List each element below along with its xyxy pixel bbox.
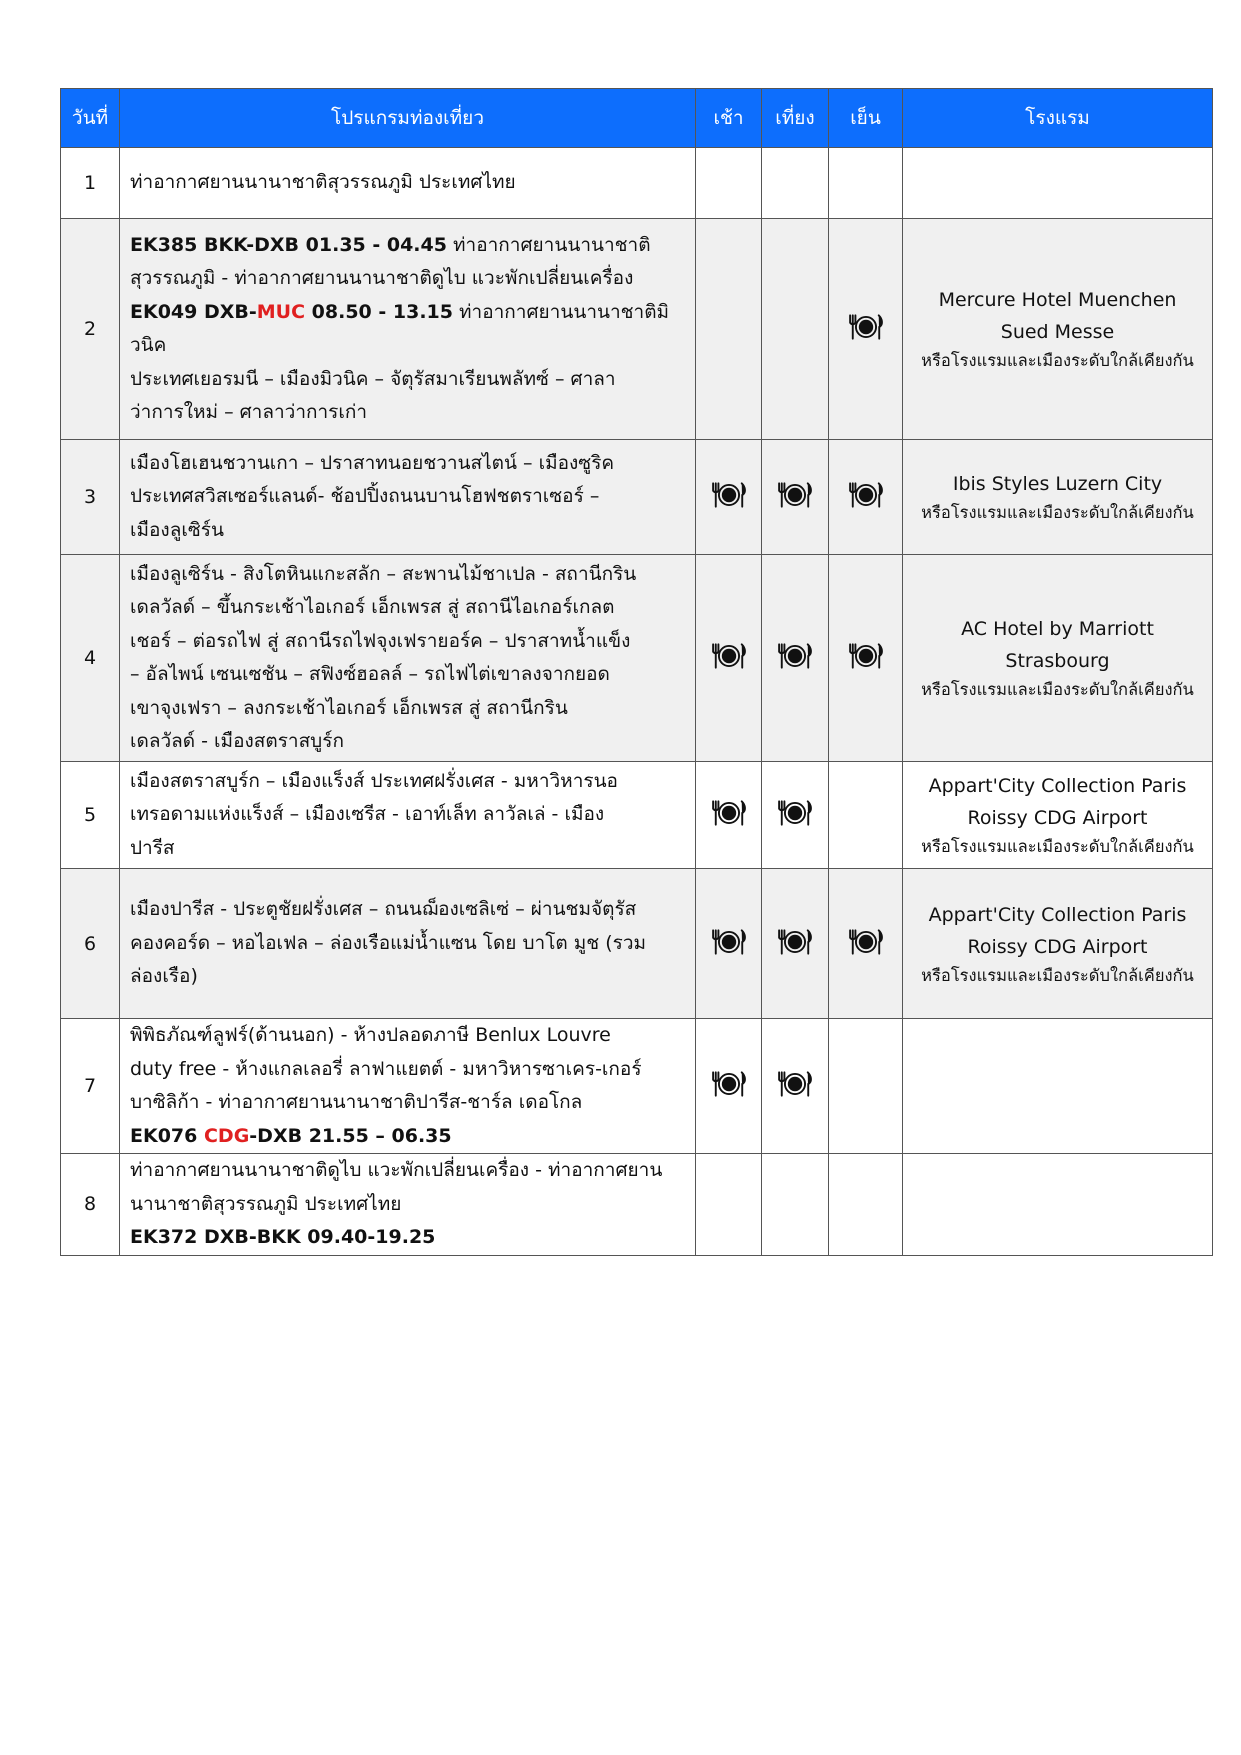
plate-fork-knife-icon [711,799,747,827]
plate-fork-knife-icon [711,642,747,670]
lunch-cell [762,440,829,555]
hotel-name-line2: Strasbourg [1005,650,1110,672]
dinner-cell [829,148,903,219]
table-row [61,148,1213,219]
plate-fork-knife-icon [848,642,884,670]
table-row [61,869,1213,1019]
program-cell [120,762,696,869]
day-number: 1 [61,148,120,219]
program-line: เมืองปารีส - ประตูชัยฝรั่งเศส – ถนนฌ็องเซลิเซ่ – ผ่านชมจัตุรัส [130,898,637,921]
flight-info: EK049 DXB- [130,300,257,323]
program-line: เดลวัลด์ - เมืองสตราสบูร์ก [130,730,344,752]
plate-fork-knife-icon [848,313,884,341]
program-line: บาซิลิก้า - ท่าอากาศยานนานาชาติปารีส-ชาร์ล เดอโกล [130,1091,583,1113]
plate-fork-knife-icon [777,928,813,956]
flight-info: EK076 [130,1124,204,1147]
hotel-cell [903,1019,1213,1154]
plate-fork-knife-icon [711,1070,747,1098]
program-line: ประเทศสวิสเซอร์แลนด์- ช้อปปิ้งถนนบานโฮฟชตราเซอร์ – [130,485,600,508]
plate-fork-knife-icon [777,481,813,509]
dinner-cell [829,869,903,1019]
table-row [61,440,1213,555]
dinner-cell [829,555,903,762]
plate-fork-knife-icon [777,1070,813,1098]
day-number: 2 [61,219,120,440]
program-line: เมืองลูเซิร์น - สิงโตหินแกะสลัก – สะพานไม้ชาเปล - สถานีกริน [130,562,637,585]
hotel-name-line2: Sued Messe [1000,321,1115,343]
program-line: เมืองลูเซิร์น [130,518,224,541]
plate-fork-knife-icon [777,642,813,670]
hotel-name: Mercure Hotel Muenchen [938,289,1177,311]
flight-info: EK385 BKK-DXB 01.35 - 04.45 [130,233,447,256]
day-number: 6 [61,869,120,1019]
dinner-cell [829,1019,903,1154]
table-row [61,1019,1213,1154]
hotel-cell [903,1154,1213,1256]
program-line: เมืองโฮเฮนชวานเกา – ปราสาทนอยชวานสไตน์ – เมืองซูริค [130,451,615,474]
plate-fork-knife-icon [711,928,747,956]
table-row [61,762,1213,869]
table-header-row [61,89,1213,148]
program-line: สุวรรณภูมิ - ท่าอากาศยานนานาชาติดูไบ แวะพักเปลี่ยนเครื่อง [130,267,634,289]
table-row [61,555,1213,762]
program-line: ท่าอากาศยานนานาชาติดูไบ แวะพักเปลี่ยนเครื่อง - ท่าอากาศยาน [130,1159,663,1181]
program-text: ท่าอากาศยานนานาชาติ [453,233,651,256]
program-line: – อัลไพน์ เซนเซชัน – สฟิงซ์ฮอลล์ – รถไฟไต่เขาลงจากยอด [130,663,610,685]
lunch-cell [762,219,829,440]
hotel-name: Appart'City Collection Paris [928,775,1187,797]
day-number: 3 [61,440,120,555]
breakfast-cell [696,1154,762,1256]
program-line: ประเทศเยอรมนี – เมืองมิวนิค – จัตุรัสมาเรียนพลัทซ์ – ศาลา [130,367,616,390]
dinner-cell [829,762,903,869]
lunch-cell [762,1154,829,1256]
breakfast-cell [696,440,762,555]
program-line [130,296,685,363]
header-hotel: โรงแรม [903,89,1213,148]
plate-fork-knife-icon [711,481,747,509]
header-breakfast: เช้า [696,89,762,148]
hotel-cell [903,440,1213,555]
plate-fork-knife-icon [848,481,884,509]
breakfast-cell [696,762,762,869]
hotel-name-line2: Roissy CDG Airport [967,807,1148,829]
hotel-name-line2: Roissy CDG Airport [967,935,1148,958]
flight-info: EK372 DXB-BKK 09.40-19.25 [130,1226,436,1248]
lunch-cell [762,1019,829,1154]
hotel-cell [903,148,1213,219]
header-day: วันที่ [61,89,120,148]
program-line: เดลวัลด์ – ขึ้นกระเช้าไอเกอร์ เอ็กเพรส สู่ สถานีไอเกอร์เกลต [130,596,615,618]
header-dinner: เย็น [829,89,903,148]
day-number: 8 [61,1154,120,1256]
program-cell [120,440,696,555]
flight-origin-highlight: CDG [203,1124,250,1147]
hotel-cell [903,219,1213,440]
hotel-cell [903,555,1213,762]
program-cell [120,1154,696,1256]
program-line [130,1120,685,1154]
breakfast-cell [696,555,762,762]
program-line: duty free - ห้างแกลเลอรี่ ลาฟาแยตต์ - มหาวิหารซาเคร-เกอร์ [130,1057,642,1080]
flight-time: -DXB 21.55 – 06.35 [249,1124,452,1147]
breakfast-cell [696,148,762,219]
day-number: 7 [61,1019,120,1154]
header-program: โปรแกรมท่องเที่ยว [120,89,696,148]
program-cell [120,148,696,219]
hotel-alternative-note: หรือโรงแรมและเมืองระดับใกล้เคียงกัน [921,965,1194,985]
hotel-alternative-note: หรือโรงแรมและเมืองระดับใกล้เคียงกัน [921,503,1194,522]
table-row [61,1154,1213,1256]
program-line: คองคอร์ด – หอไอเฟล – ล่องเรือแม่น้ำแซน โดย บาโต มูช (รวม [130,931,647,954]
dinner-cell [829,219,903,440]
program-cell [120,219,696,440]
program-line: เขาจุงเฟรา – ลงกระเช้าไอเกอร์ เอ็กเพรส สู่ สถานีกริน [130,696,568,719]
program-line: ท่าอากาศยานนานาชาติสุวรรณภูมิ ประเทศไทย [130,171,516,194]
header-lunch: เที่ยง [762,89,829,148]
lunch-cell [762,762,829,869]
program-cell [120,1019,696,1154]
breakfast-cell [696,219,762,440]
plate-fork-knife-icon [777,799,813,827]
program-line [130,229,685,263]
breakfast-cell [696,1019,762,1154]
day-number: 5 [61,762,120,869]
program-line: ว่าการใหม่ – ศาลาว่าการเก่า [130,401,368,423]
program-line: นานาชาติสุวรรณภูมิ ประเทศไทย [130,1192,402,1215]
itinerary-table [60,88,1213,1256]
program-line: ปารีส [130,836,175,859]
plate-fork-knife-icon [848,928,884,956]
program-line: เชอร์ – ต่อรถไฟ สู่ สถานีรถไฟจุงเฟรายอร์ค – ปราสาทน้ำแข็ง [130,629,631,652]
lunch-cell [762,869,829,1019]
program-cell [120,869,696,1019]
hotel-alternative-note: หรือโรงแรมและเมืองระดับใกล้เคียงกัน [921,837,1194,856]
hotel-name: Appart'City Collection Paris [928,903,1187,926]
hotel-cell [903,762,1213,869]
program-line: พิพิธภัณฑ์ลูฟร์(ด้านนอก) - ห้างปลอดภาษี Benlux Louvre [130,1024,611,1046]
hotel-name: AC Hotel by Marriott [961,618,1154,640]
program-line: ล่องเรือ) [130,965,198,988]
breakfast-cell [696,869,762,1019]
program-line: เมืองสตราสบูร์ก – เมืองแร็งส์ ประเทศฝรั่งเศส - มหาวิหารนอ [130,769,618,792]
dinner-cell [829,440,903,555]
hotel-alternative-note: หรือโรงแรมและเมืองระดับใกล้เคียงกัน [921,680,1194,699]
lunch-cell [762,148,829,219]
hotel-cell [903,869,1213,1019]
flight-destination-highlight: MUC [256,300,306,323]
dinner-cell [829,1154,903,1256]
hotel-name: Ibis Styles Luzern City [952,473,1163,495]
program-line: เทรอดามแห่งแร็งส์ – เมืองเซรีส - เอาท์เล็ท ลาวัลเล่ - เมือง [130,803,605,826]
day-number: 4 [61,555,120,762]
table-row [61,219,1213,440]
program-cell [120,555,696,762]
lunch-cell [762,555,829,762]
flight-time: 08.50 - 13.15 [305,300,453,323]
hotel-alternative-note: หรือโรงแรมและเมืองระดับใกล้เคียงกัน [921,351,1194,370]
program-text: ท่าอากาศยานนานาชาติมิวนิค [130,300,670,356]
